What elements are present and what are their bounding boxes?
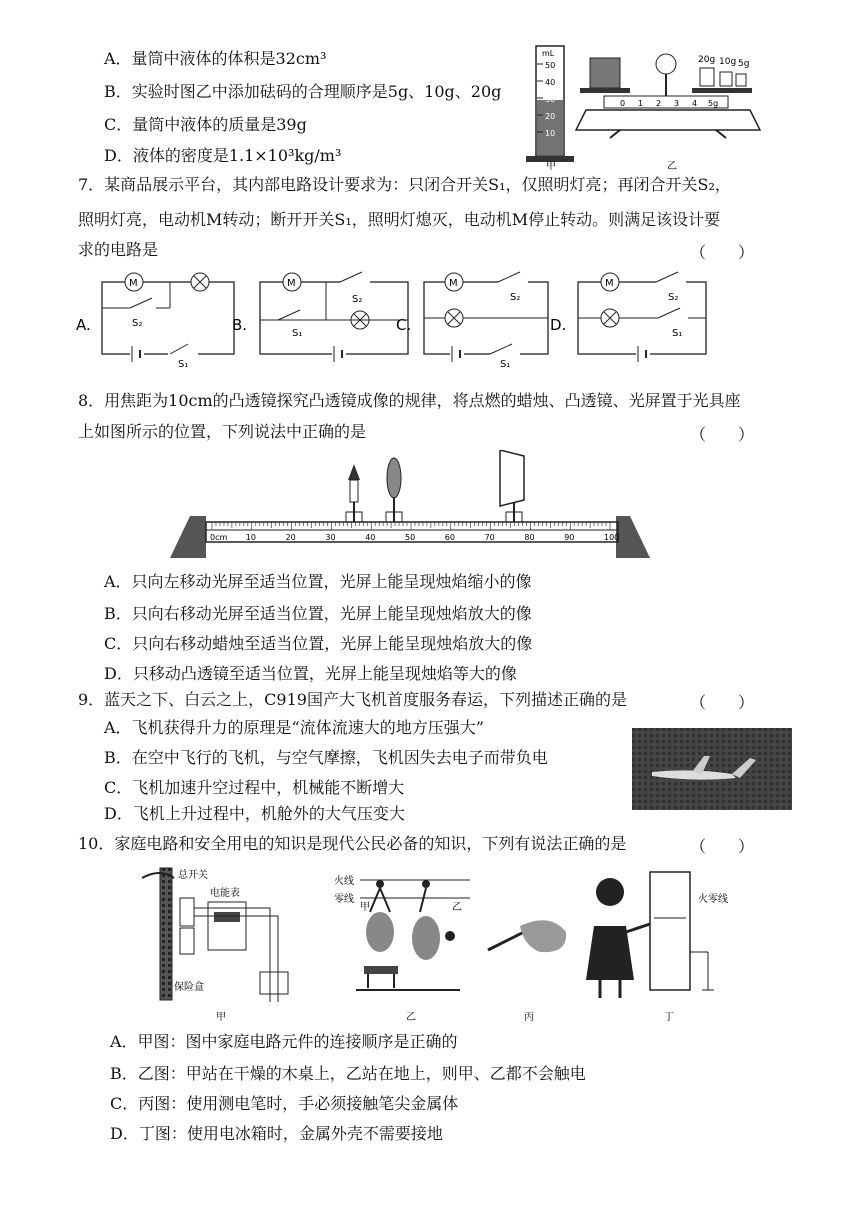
candle-icon	[346, 464, 362, 522]
svg-text:10g: 10g	[719, 57, 737, 67]
q9-option-c: C．飞机加速升空过程中，机械能不断增大	[104, 778, 405, 797]
q8-stem-line-2: 上如图所示的位置，下列说法中正确的是	[78, 422, 367, 441]
bench-tick-label: 50	[405, 533, 416, 542]
person-jia-icon	[364, 880, 398, 988]
bench-tick-label: 0cm	[210, 533, 228, 542]
q10-option-d: D．丁图：使用电冰箱时，金属外壳不需要接地	[110, 1124, 443, 1143]
q6-figure	[520, 38, 770, 173]
svg-text:丁: 丁	[664, 1012, 674, 1022]
bench-tick-label: 10	[245, 533, 256, 542]
svg-text:S₂: S₂	[132, 318, 143, 329]
person-yi-icon	[412, 880, 455, 960]
svg-text:S₁: S₁	[500, 359, 511, 368]
svg-text:A.: A.	[76, 316, 91, 334]
q9-option-a: A．飞机获得升力的原理是“流体流速大的地方压强大”	[104, 718, 484, 737]
svg-text:30: 30	[545, 95, 556, 104]
q7-stem-line-3: 求的电路是	[78, 240, 159, 259]
q10-figures	[120, 862, 760, 1022]
svg-text:50: 50	[545, 61, 556, 70]
svg-text:1: 1	[638, 99, 644, 108]
svg-text:M: M	[605, 278, 614, 289]
electric-shock-diagram	[334, 874, 470, 1022]
q8-option-b: B．只向右移动光屏至适当位置，光屏上能呈现烛焰放大的像	[104, 604, 532, 623]
q9-option-b: B．在空中飞行的飞机，与空气摩擦，飞机因失去电子而带负电	[104, 748, 548, 767]
svg-text:40: 40	[545, 78, 556, 87]
svg-text:S₁: S₁	[178, 359, 189, 368]
q8-option-d: D．只移动凸透镜至适当位置，光屏上能呈现烛焰等大的像	[104, 664, 517, 683]
bench-tick-label: 80	[524, 533, 535, 542]
test-pen-diagram	[488, 920, 566, 1022]
bench-tick-label: 60	[444, 533, 455, 542]
svg-text:乙: 乙	[452, 902, 462, 913]
svg-text:丙: 丙	[524, 1012, 534, 1022]
q9-option-d: D．飞机上升过程中，机舱外的大气压变大	[104, 804, 405, 823]
svg-text:3: 3	[674, 99, 680, 108]
q6-label-yi: 乙	[667, 161, 677, 172]
fridge-grounding-diagram	[586, 872, 728, 1022]
svg-text:火零线: 火零线	[698, 894, 728, 905]
bench-tick-label: 30	[325, 533, 336, 542]
balance-scale-icon	[576, 54, 760, 138]
q6-label-jia: 甲	[546, 161, 556, 172]
svg-text:2: 2	[656, 99, 662, 108]
bench-tick-label: 90	[564, 533, 575, 542]
svg-text:M: M	[287, 278, 296, 289]
airplane-photo	[632, 728, 792, 810]
svg-text:S₂: S₂	[510, 292, 521, 303]
svg-text:零线: 零线	[334, 894, 354, 905]
q7-answer-paren: （ ）	[690, 243, 755, 262]
svg-text:S₂: S₂	[352, 294, 363, 305]
q7-stem-line-1: 7．某商品展示平台，其内部电路设计要求为：只闭合开关S₁，仅照明灯亮；再闭合开关S₂，	[78, 175, 731, 194]
svg-text:20: 20	[545, 112, 556, 121]
circuit-b	[232, 272, 408, 362]
svg-text:乙: 乙	[406, 1012, 416, 1022]
q7-stem-line-2: 照明灯亮，电动机M转动；断开开关S₁，照明灯熄灭，电动机M停止转动。则满足该设计要	[78, 210, 721, 229]
bench-tick-label: 70	[484, 533, 495, 542]
svg-text:保险盒: 保险盒	[174, 982, 204, 993]
svg-text:总开关: 总开关	[178, 870, 208, 881]
svg-text:10: 10	[545, 129, 556, 138]
svg-text:M: M	[129, 278, 138, 289]
svg-text:S₁: S₁	[672, 328, 683, 339]
graduated-cylinder-icon	[526, 46, 574, 162]
q6-option-b: B．实验时图乙中添加砝码的合理顺序是5g、10g、20g	[104, 82, 502, 101]
svg-text:20g: 20g	[698, 55, 716, 65]
q10-option-c: C．丙图：使用测电笔时，手必须接触笔尖金属体	[110, 1094, 459, 1113]
svg-text:mL: mL	[542, 49, 555, 58]
fridge-icon	[650, 872, 714, 990]
svg-text:B.: B.	[232, 316, 248, 334]
convex-lens-icon	[386, 458, 402, 522]
svg-text:4: 4	[692, 99, 698, 108]
svg-text:电能表: 电能表	[210, 888, 240, 899]
q9-answer-paren: （ ）	[690, 693, 755, 712]
q8-option-c: C．只向右移动蜡烛至适当位置，光屏上能呈现烛焰放大的像	[104, 634, 533, 653]
q8-option-a: A．只向左移动光屏至适当位置，光屏上能呈现烛焰缩小的像	[104, 572, 532, 591]
light-screen-icon	[500, 450, 524, 522]
q10-stem: 10．家庭电路和安全用电的知识是现代公民必备的知识，下列有说法正确的是	[78, 834, 627, 853]
optical-bench-figure	[170, 450, 650, 560]
svg-text:M: M	[449, 278, 458, 289]
svg-text:火线: 火线	[334, 876, 354, 887]
circuit-a	[76, 273, 234, 368]
bench-tick-label: 100	[604, 533, 620, 542]
q8-answer-paren: （ ）	[690, 425, 755, 444]
svg-text:D.: D.	[550, 316, 567, 334]
q9-stem: 9．蓝天之下、白云之上，C919国产大飞机首度服务春运，下列描述正确的是	[78, 690, 627, 709]
girl-icon	[586, 878, 650, 998]
bench-tick-label: 40	[365, 533, 376, 542]
q10-answer-paren: （ ）	[690, 837, 755, 856]
svg-text:0: 0	[620, 99, 626, 108]
svg-text:甲: 甲	[360, 902, 370, 913]
q10-option-a: A．甲图：图中家庭电路元件的连接顺序是正确的	[110, 1032, 458, 1051]
q8-stem-line-1: 8．用焦距为10cm的凸透镜探究凸透镜成像的规律，将点燃的蜡烛、凸透镜、光屏置于光具座	[78, 391, 741, 410]
svg-text:5g: 5g	[708, 99, 719, 108]
circuit-c	[396, 272, 548, 368]
svg-text:S₂: S₂	[668, 292, 679, 303]
household-circuit-diagram	[142, 868, 288, 1022]
q10-option-b: B．乙图：甲站在干燥的木桌上，乙站在地上，则甲、乙都不会触电	[110, 1064, 586, 1083]
circuit-d	[550, 272, 706, 362]
q7-circuits	[70, 268, 790, 368]
q6-option-c: C．量筒中液体的质量是39g	[104, 115, 307, 134]
bench-tick-label: 20	[285, 533, 296, 542]
svg-text:C.: C.	[396, 316, 412, 334]
q6-option-d: D．液体的密度是1.1×10³kg/m³	[104, 146, 342, 165]
svg-text:S₁: S₁	[292, 328, 303, 339]
svg-text:5g: 5g	[738, 59, 750, 69]
svg-text:甲: 甲	[216, 1012, 226, 1022]
q6-option-a: A．量筒中液体的体积是32cm³	[104, 49, 327, 68]
